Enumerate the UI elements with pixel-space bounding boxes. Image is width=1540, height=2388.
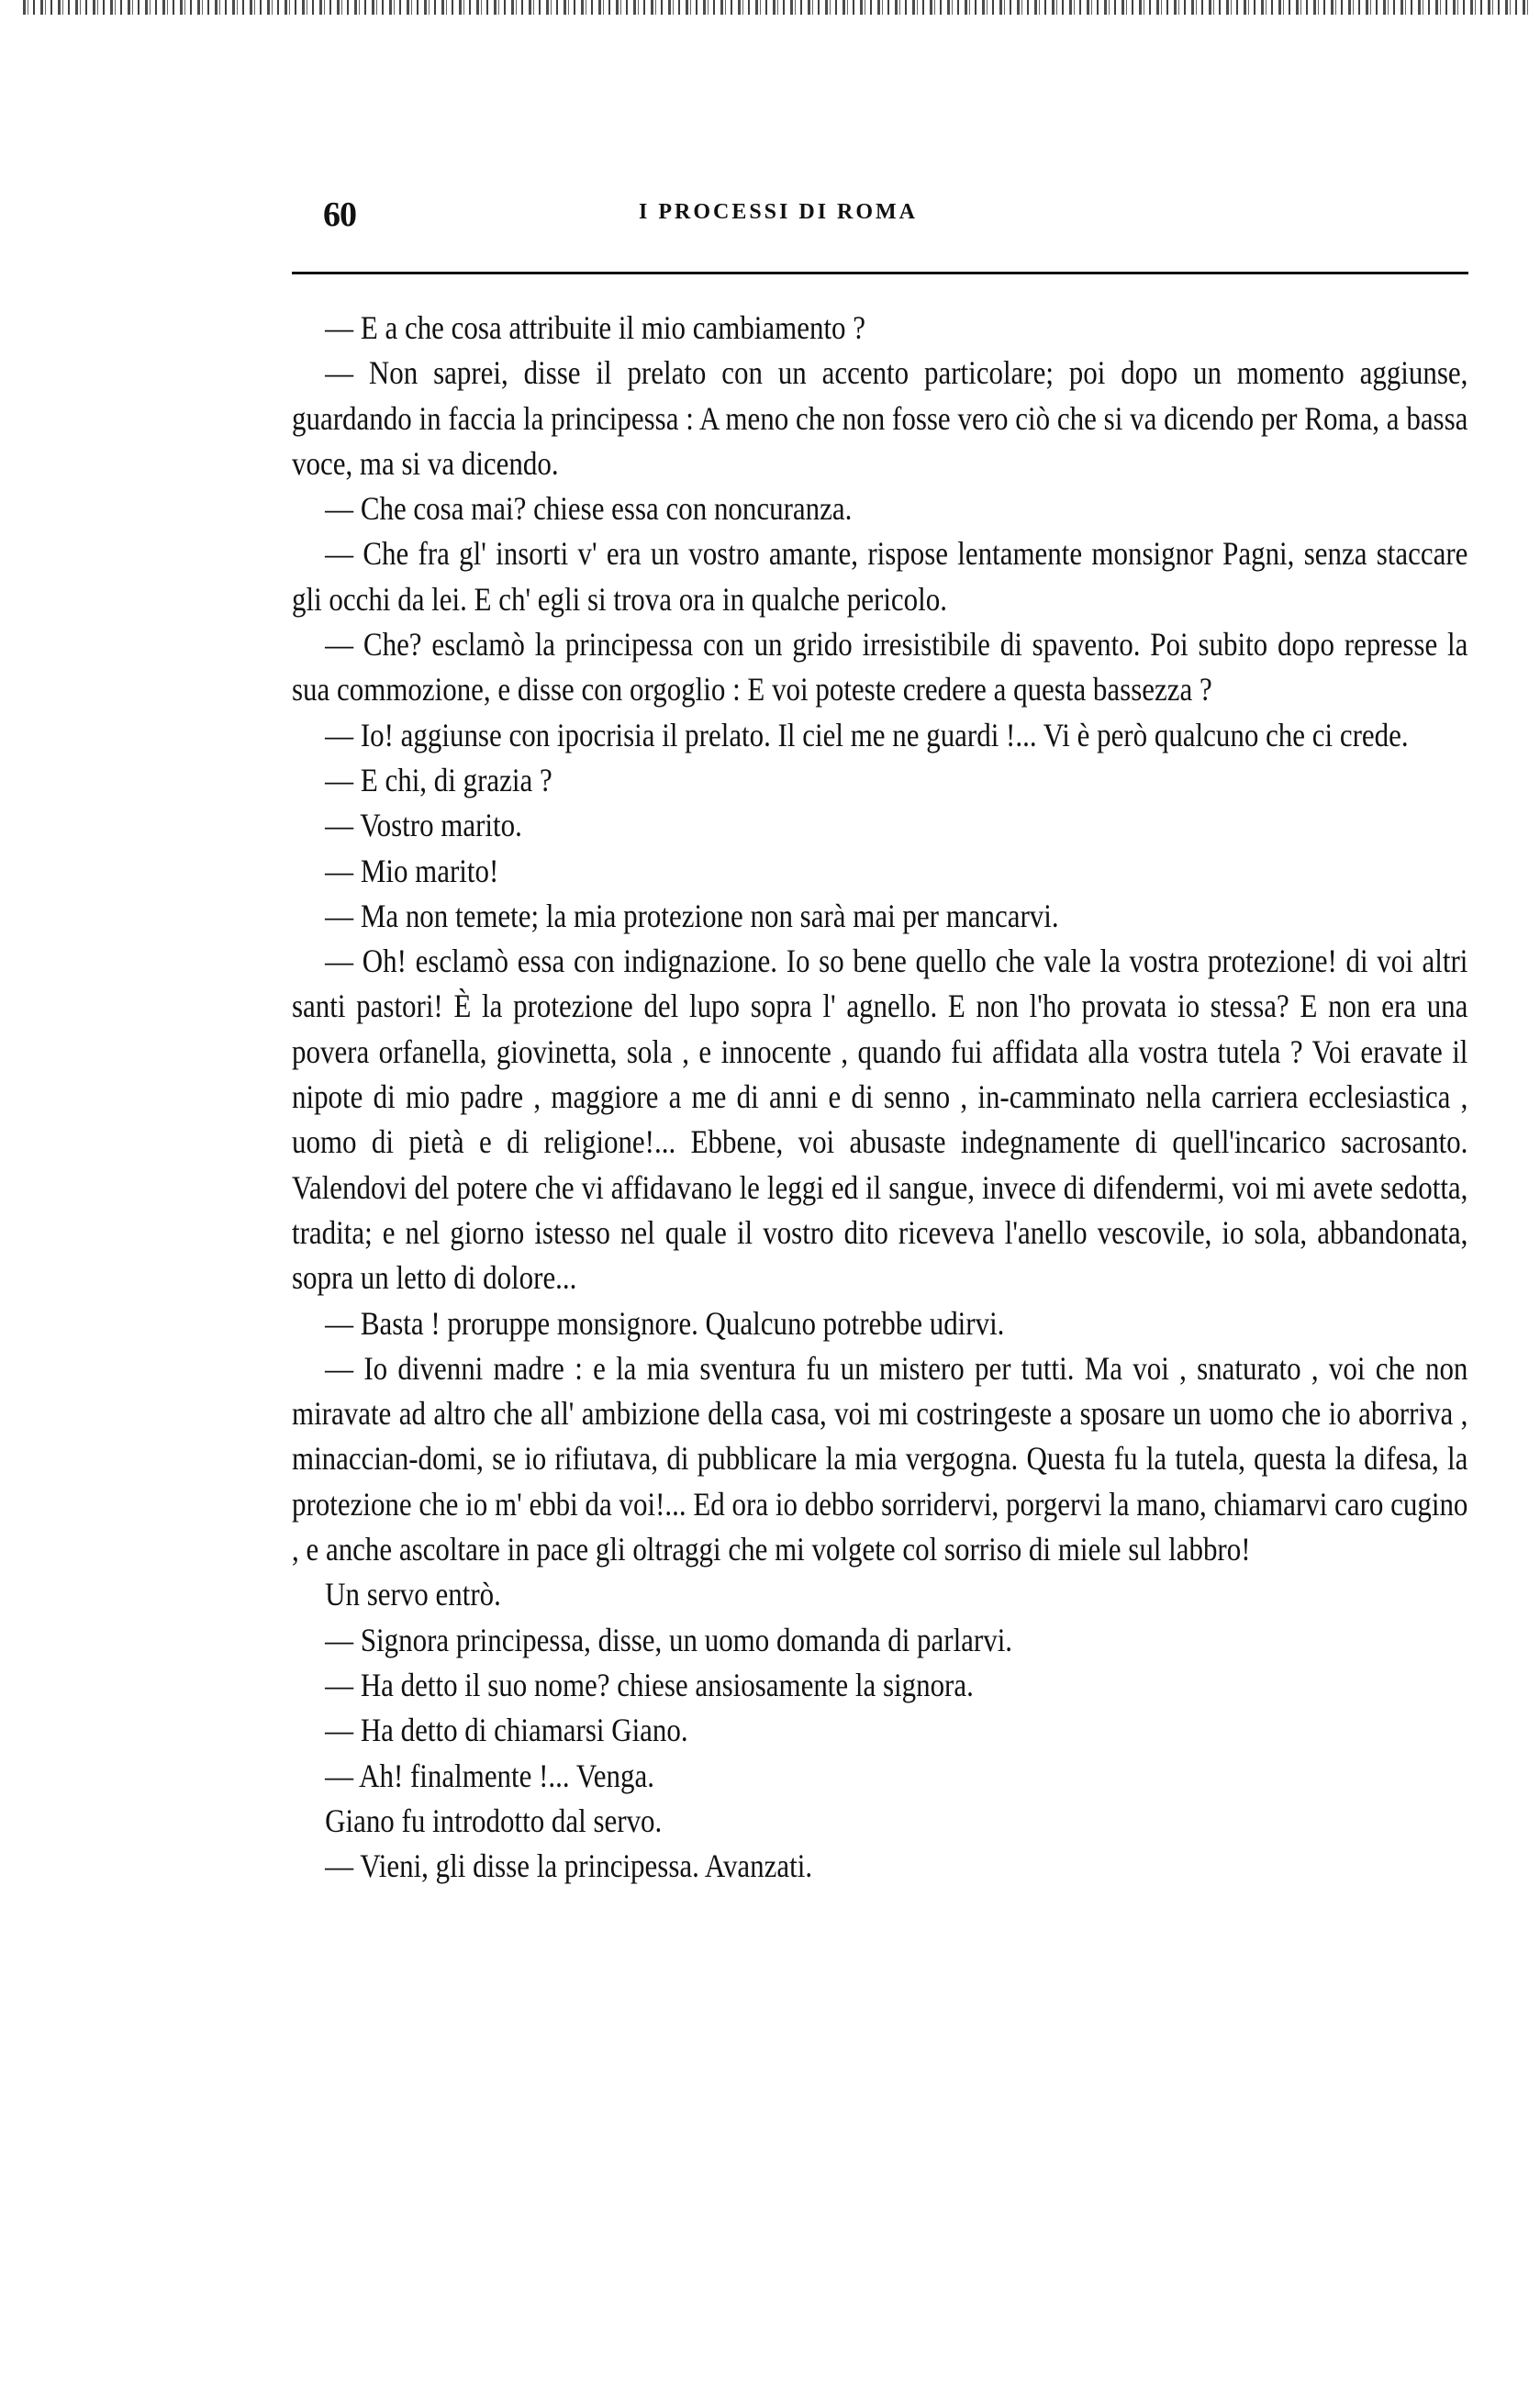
paragraph: — Signora principessa, disse, un uomo domanda di parlarvi. <box>325 1621 1013 1658</box>
paragraph: — Vieni, gli disse la principessa. Avanzati. <box>325 1847 813 1885</box>
paragraph: — Basta ! proruppe monsignore. Qualcuno potrebbe udirvi. <box>325 1304 1005 1342</box>
scan-edge-noise <box>23 0 1528 15</box>
paragraph: — Che cosa mai? chiese essa con noncuranza. <box>325 490 853 528</box>
header-rule <box>292 272 1468 274</box>
paragraph: — Vostro marito. <box>325 807 522 844</box>
paragraph: — Ha detto di chiamarsi Giano. <box>325 1712 688 1749</box>
body-text <box>292 306 1467 1889</box>
paragraph: — Io! aggiunse con ipocrisia il prelato. Il ciel me ne guardi !... Vi è però qualcuno che ci crede. <box>325 716 1409 753</box>
paragraph: — Che? esclamò la principessa con un grido irresistibile di spavento. Poi subito dopo represse la sua commozione, e disse con orgoglio : E voi poteste credere a questa bassezza ? <box>292 626 1468 709</box>
paragraph: — Che fra gl' insorti v' era un vostro amante, rispose lentamente monsignor Pagni, senza staccare gli occhi da lei. E ch' egli si trova ora in qualche pericolo. <box>292 535 1468 618</box>
page-number: 60 <box>323 195 356 234</box>
paragraph: Giano fu introdotto dal servo. <box>325 1802 663 1839</box>
paragraph: — Ah! finalmente !... Venga. <box>325 1757 654 1794</box>
running-head <box>292 195 1468 239</box>
paragraph: Un servo entrò. <box>325 1576 501 1613</box>
paragraph: — E chi, di grazia ? <box>325 761 552 798</box>
paragraph: — Io divenni madre : e la mia sventura fu un mistero per tutti. Ma voi , snaturato , voi che non miravate ad altro che all' ambizione della casa, voi mi costringeste a sposare un uomo che io aborriva , minaccian-domi, se io rifiutava, di pubblicare la mia vergogna. Questa fu la tutela, questa la difesa, la protezione che io m' ebbi da voi!... Ed ora io debbo sorridervi, porgervi la mano, chiamarvi caro cugino , e anche ascoltare in pace gli oltraggi che mi volgete col sorriso di miele sul labbro! <box>292 1349 1468 1568</box>
running-title: I PROCESSI DI ROMA <box>638 200 919 224</box>
paragraph: — Oh! esclamò essa con indignazione. Io so bene quello che vale la vostra protezione! di voi altri santi pastori! È la protezione del lupo sopra l' agnello. E non l'ho provata io stessa? E non era una povera orfanella, giovinetta, sola , e innocente , quando fui affidata alla vostra tutela ? Voi eravate il nipote di mio padre , maggiore a me di anni e di senno , in-camminato nella carriera ecclesiastica , uomo di pietà e di religione!... Ebbene, voi abusaste indegnamente di quell'incarico sacrosanto. Valendovi del potere che vi affidavano le leggi ed il sangue, invece di difendermi, voi mi avete sedotta, tradita; e nel giorno istesso nel quale il vostro dito riceveva l'anello vescovile, io sola, abbandonata, sopra un letto di dolore... <box>292 943 1468 1297</box>
paragraph: — Ma non temete; la mia protezione non sarà mai per mancarvi. <box>325 897 1059 934</box>
paragraph: — Ha detto il suo nome? chiese ansiosamente la signora. <box>325 1666 974 1703</box>
paragraph: — Non saprei, disse il prelato con un accento particolare; poi dopo un momento aggiunse, guardando in faccia la principessa : A meno che non fosse vero ciò che si va dicendo per Roma, a bassa voce, ma si va dicendo. <box>292 354 1468 482</box>
paragraph: — Mio marito! <box>325 852 499 889</box>
paragraph: — E a che cosa attribuite il mio cambiamento ? <box>325 309 866 346</box>
